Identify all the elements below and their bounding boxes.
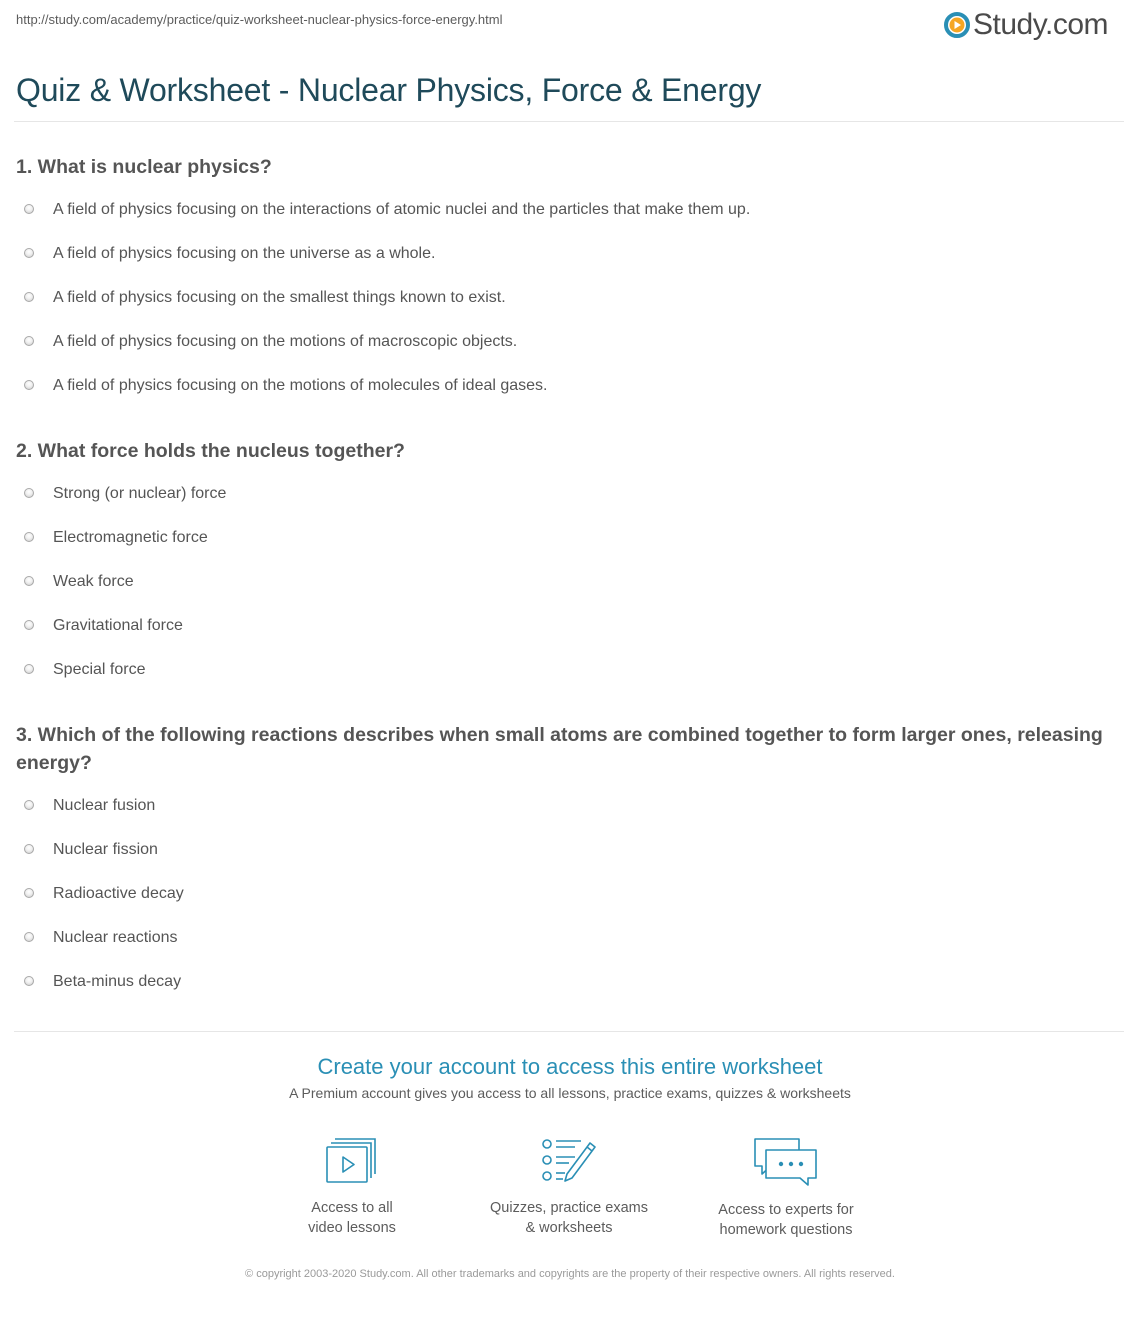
feature-label: Quizzes, practice exams & worksheets [490,1200,648,1236]
radio-button[interactable] [24,336,34,346]
answer-label: Special force [53,661,146,678]
answer-label: A field of physics focusing on the motions of molecules of ideal gases. [53,377,548,394]
copyright-notice: © copyright 2003-2020 Study.com. All other trademarks and copyrights are the property of their respective owners. All rights reserved. [245,1268,895,1280]
question-3 [16,721,1111,1004]
answer-option[interactable] [16,276,1111,320]
answer-option[interactable] [16,872,1111,916]
section-divider [14,1031,1124,1032]
answer-label: Beta-minus decay [53,973,182,990]
chat-experts-icon [754,1136,818,1186]
answer-option[interactable] [16,364,1111,408]
radio-button[interactable] [24,976,34,986]
radio-button[interactable] [24,888,34,898]
radio-button[interactable] [24,576,34,586]
question-text: 2. What force holds the nucleus together? [16,440,405,462]
feature-label: Access to all video lessons [308,1200,396,1236]
quiz-checklist-icon [541,1136,597,1184]
page-title: Quiz & Worksheet - Nuclear Physics, Force & Energy [16,72,762,108]
answer-label: Electromagnetic force [53,529,208,546]
answer-option[interactable] [16,828,1111,872]
radio-button[interactable] [24,488,34,498]
radio-button[interactable] [24,664,34,674]
answer-option[interactable] [16,516,1111,560]
radio-button[interactable] [24,204,34,214]
answer-options [16,784,1111,1004]
answer-option[interactable] [16,960,1111,1004]
radio-button[interactable] [24,800,34,810]
radio-button[interactable] [24,620,34,630]
radio-button[interactable] [24,844,34,854]
answer-label: Nuclear fusion [53,797,156,814]
answer-option[interactable] [16,560,1111,604]
cta-subtitle: A Premium account gives you access to all lessons, practice exams, quizzes & worksheets [289,1085,851,1101]
question-1 [16,153,1111,408]
answer-label: Radioactive decay [53,885,184,902]
radio-button[interactable] [24,932,34,942]
video-lessons-icon [326,1136,378,1184]
radio-button[interactable] [24,380,34,390]
question-text: 1. What is nuclear physics? [16,156,272,178]
answer-label: Nuclear reactions [53,929,178,946]
feature-quizzes [474,1136,664,1238]
answer-label: A field of physics focusing on the universe as a whole. [53,245,436,262]
answer-label: Strong (or nuclear) force [53,485,227,502]
answer-label: Gravitational force [53,617,183,634]
feature-experts [691,1136,881,1240]
question-text: 3. Which of the following reactions describes when small atoms are combined together to form larger ones, releasing energy? [16,724,1103,774]
radio-button[interactable] [24,532,34,542]
create-account-link[interactable]: Create your account to access this entire worksheet [317,1054,823,1079]
answer-options [16,472,1111,692]
answer-option[interactable] [16,604,1111,648]
radio-button[interactable] [24,292,34,302]
answer-option[interactable] [16,784,1111,828]
title-divider [14,121,1124,122]
study-logo[interactable] [944,8,1108,42]
answer-label: A field of physics focusing on the motions of macroscopic objects. [53,333,518,350]
play-circle-icon [944,12,970,38]
answer-option[interactable] [16,916,1111,960]
answer-label: A field of physics focusing on the smallest things known to exist. [53,289,506,306]
feature-video-lessons [257,1136,447,1238]
answer-option[interactable] [16,320,1111,364]
answer-options [16,188,1111,408]
radio-button[interactable] [24,248,34,258]
question-2 [16,437,1111,692]
page-url: http://study.com/academy/practice/quiz-worksheet-nuclear-physics-force-energy.html [16,12,503,27]
answer-option[interactable] [16,648,1111,692]
feature-label: Access to experts for homework questions [718,1202,854,1238]
answer-label: A field of physics focusing on the interactions of atomic nuclei and the particles that make them up. [53,201,751,218]
logo-text: Study.com [973,8,1108,41]
answer-option[interactable] [16,188,1111,232]
answer-label: Nuclear fission [53,841,158,858]
answer-option[interactable] [16,472,1111,516]
answer-option[interactable] [16,232,1111,276]
answer-label: Weak force [53,573,134,590]
